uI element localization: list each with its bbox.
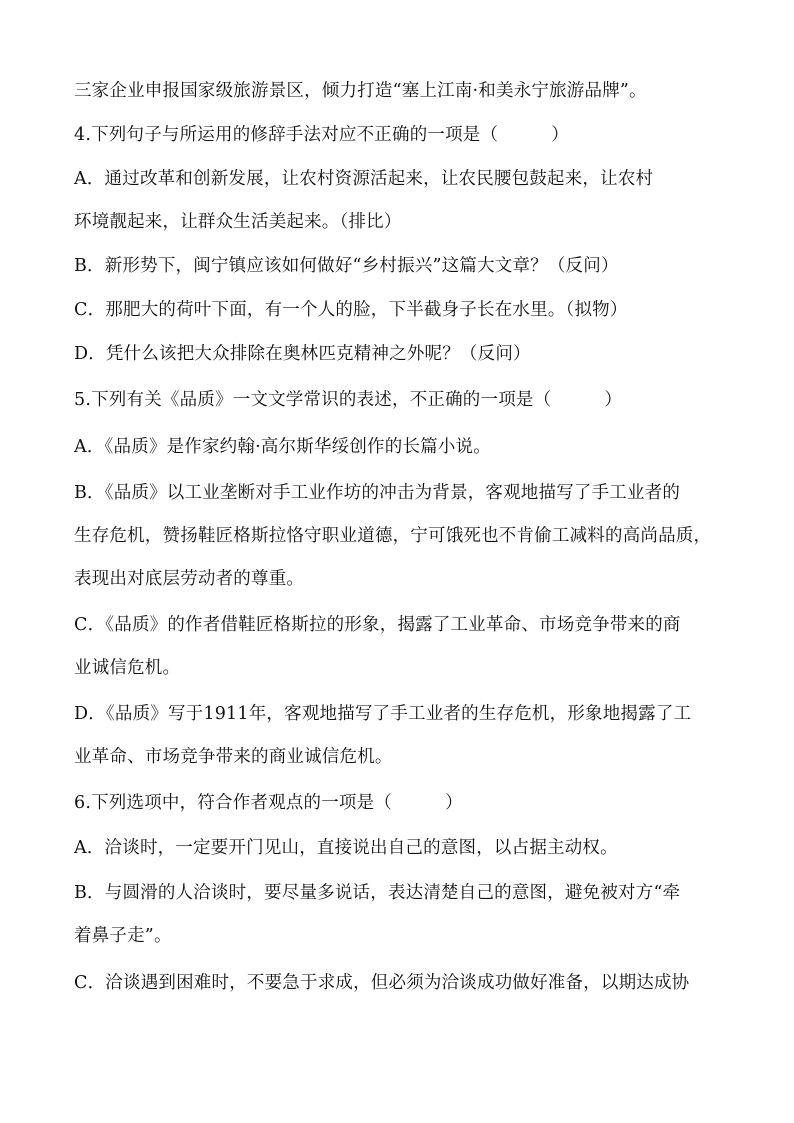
question-5-option-d: D．《品质》写于1911年，客观地描写了手工业者的生存危机，形象地揭露了工	[74, 704, 692, 724]
question-5-option-b: B．《品质》以工业垄断对手工业作坊的冲击为背景，客观地描写了手工业者的	[74, 483, 681, 503]
question-5-option-a: A．《品质》是作家约翰·高尔斯华绥创作的长篇小说。	[74, 437, 491, 457]
question-6-stem: 6.下列选项中，符合作者观点的一项是（ ）	[74, 793, 463, 813]
question-5-option-b-cont: 表现出对底层劳动者的尊重。	[74, 569, 305, 589]
question-4-stem: 4.下列句子与所运用的修辞手法对应不正确的一项是（ ）	[74, 125, 569, 145]
question-4-option-c: C．那肥大的荷叶下面，有一个人的脸，下半截身子长在水里。（拟物）	[74, 300, 628, 320]
question-4-option-b: B．新形势下，闽宁镇应该如何做好“乡村振兴”这篇大文章？（反问）	[74, 256, 619, 276]
question-5-option-b-cont: 生存危机，赞扬鞋匠格斯拉恪守职业道德，宁可饿死也不肯偷工减料的高尚品质，	[74, 526, 712, 546]
question-5-stem: 5.下列有关《品质》一文文学常识的表述，不正确的一项是（ ）	[74, 390, 623, 410]
question-6-option-a: A．洽谈时，一定要开门见山，直接说出自己的意图，以占据主动权。	[74, 838, 618, 858]
question-4-option-d: D．凭什么该把大众排除在奥林匹克精神之外呢？（反问）	[74, 344, 531, 364]
text-line: 三家企业申报国家级旅游景区，倾力打造“塞上江南·和美永宁旅游品牌”。	[74, 81, 647, 101]
question-6-option-c: C．洽谈遇到困难时，不要急于求成，但必须为洽谈成功做好准备，以期达成协	[74, 973, 690, 993]
question-5-option-c-cont: 业诚信危机。	[74, 658, 181, 678]
question-4-option-a-cont: 环境靓起来，让群众生活美起来。（排比）	[74, 212, 402, 232]
question-6-option-b-cont: 着鼻子走”。	[74, 926, 172, 946]
question-4-option-a: A．通过改革和创新发展，让农村资源活起来，让农民腰包鼓起来，让农村	[74, 169, 654, 189]
question-5-option-c: C．《品质》的作者借鞋匠格斯拉的形象，揭露了工业革命、市场竞争带来的商	[74, 615, 681, 635]
question-5-option-d-cont: 业革命、市场竞争带来的商业诚信危机。	[74, 747, 393, 767]
question-6-option-b: B．与圆滑的人洽谈时，要尽量多说话，表达清楚自己的意图，避免被对方“牵	[74, 883, 681, 903]
